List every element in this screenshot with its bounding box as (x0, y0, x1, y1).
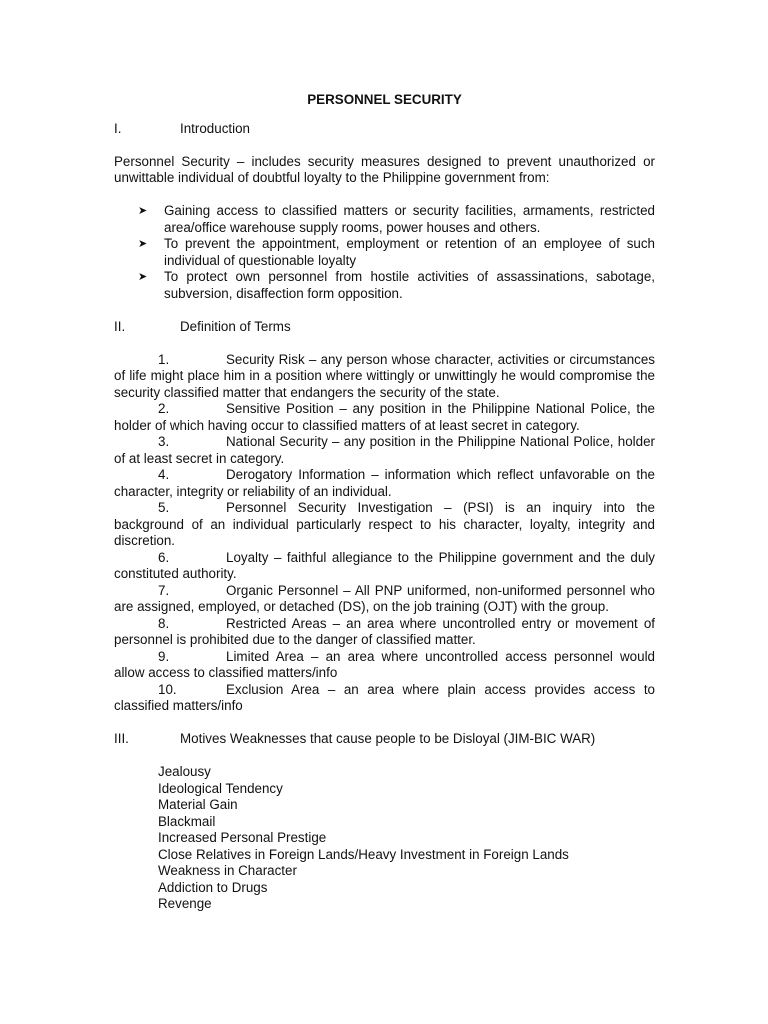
definition-text: National Security – any position in the Philippine National Police, holder of at least secret in category. (114, 434, 655, 466)
section-title: Introduction (180, 120, 250, 136)
motive-item: Blackmail (158, 813, 216, 829)
bullet-item (138, 203, 655, 236)
definition-text: Personnel Security Investigation – (PSI) is an inquiry into the background of an individual particularly respect to his character, loyalty, integrity and discretion. (114, 500, 655, 548)
bullet-item (138, 236, 655, 269)
definition-number: 3. (158, 434, 170, 449)
motive-item: Revenge (158, 896, 212, 911)
bullet-text: Gaining access to classified matters or security facilities, armaments, restricted area/office warehouse supply rooms, power houses and others. (164, 203, 655, 235)
motive-item: Addiction to Drugs (158, 879, 268, 895)
definition-item (114, 500, 655, 550)
definition-number: 5. (158, 500, 170, 515)
definition-number: 4. (158, 467, 170, 482)
document-title: PERSONNEL SECURITY (307, 92, 462, 107)
definition-text: Sensitive Position – any position in the Philippine National Police, the holder of which having occur to classified matters of at least secret in category. (114, 401, 655, 433)
section-heading-definitions (114, 319, 655, 336)
motive-item: Ideological Tendency (158, 780, 283, 796)
bullet-text: To protect own personnel from hostile activities of assassinations, sabotage, subversion, disaffection form opposition. (164, 269, 655, 301)
definition-item (114, 352, 655, 402)
bullet-item (138, 269, 655, 302)
definition-item (114, 583, 655, 616)
definition-text: Organic Personnel – All PNP uniformed, non-uniformed personnel who are assigned, employed, or detached (DS), on the job training (OJT) with the group. (114, 582, 655, 614)
definition-number: 6. (158, 549, 170, 565)
intro-bullet-list (114, 203, 655, 302)
definition-number: 9. (158, 648, 170, 664)
motive-item: Increased Personal Prestige (158, 830, 327, 845)
section-heading-motives (114, 731, 655, 748)
definition-list (114, 352, 655, 715)
motive-item: Material Gain (158, 797, 238, 812)
document-page (114, 92, 655, 913)
motives-list (114, 764, 655, 913)
motive-item: Close Relatives in Foreign Lands/Heavy Investment in Foreign Lands (158, 846, 569, 862)
definition-item (114, 616, 655, 649)
arrowhead-bullet-icon: ➤ (138, 271, 148, 283)
definition-item (114, 467, 655, 500)
definition-number: 10. (158, 681, 177, 697)
definition-number: 1. (158, 351, 170, 367)
definition-text: Derogatory Information – information which reflect unfavorable on the character, integrity or reliability of an individual. (114, 467, 655, 499)
section-heading-introduction (114, 121, 655, 138)
section-number: II. (114, 318, 126, 334)
definition-item (114, 434, 655, 467)
section-number: I. (114, 120, 122, 136)
intro-paragraph: Personnel Security – includes security measures designed to prevent unauthorized or unwittable individual of doubtful loyalty to the Philippine government from: (114, 153, 655, 185)
arrowhead-bullet-icon: ➤ (138, 205, 148, 217)
definition-text: Restricted Areas – an area where uncontrolled entry or movement of personnel is prohibited due to the danger of classified matter. (114, 615, 655, 647)
definition-text: Limited Area – an area where uncontrolled access personnel would allow access to classified matters/info (114, 648, 655, 680)
arrowhead-bullet-icon: ➤ (138, 238, 148, 250)
definition-item (114, 550, 655, 583)
definition-text: Loyalty – faithful allegiance to the Philippine government and the duly constituted authority. (114, 549, 655, 581)
bullet-text: To prevent the appointment, employment or retention of an employee of such individual of questionable loyalty (164, 236, 655, 268)
definition-number: 7. (158, 582, 170, 598)
motive-item: Jealousy (158, 764, 211, 779)
definition-text: Security Risk – any person whose character, activities or circumstances of life might place him in a position where wittingly or unwittingly he would compromise the security classified matter that endangers the security of the state. (114, 351, 655, 400)
section-title: Motives Weaknesses that cause people to be Disloyal (JIM-BIC WAR) (180, 731, 596, 746)
section-title: Definition of Terms (180, 318, 291, 334)
section-number: III. (114, 731, 129, 746)
definition-number: 8. (158, 615, 170, 631)
motive-item: Weakness in Character (158, 863, 297, 878)
definition-text: Exclusion Area – an area where plain access provides access to classified matters/info (114, 681, 655, 713)
definition-item (114, 401, 655, 434)
definition-item (114, 649, 655, 682)
definition-number: 2. (158, 401, 170, 416)
definition-item (114, 682, 655, 715)
